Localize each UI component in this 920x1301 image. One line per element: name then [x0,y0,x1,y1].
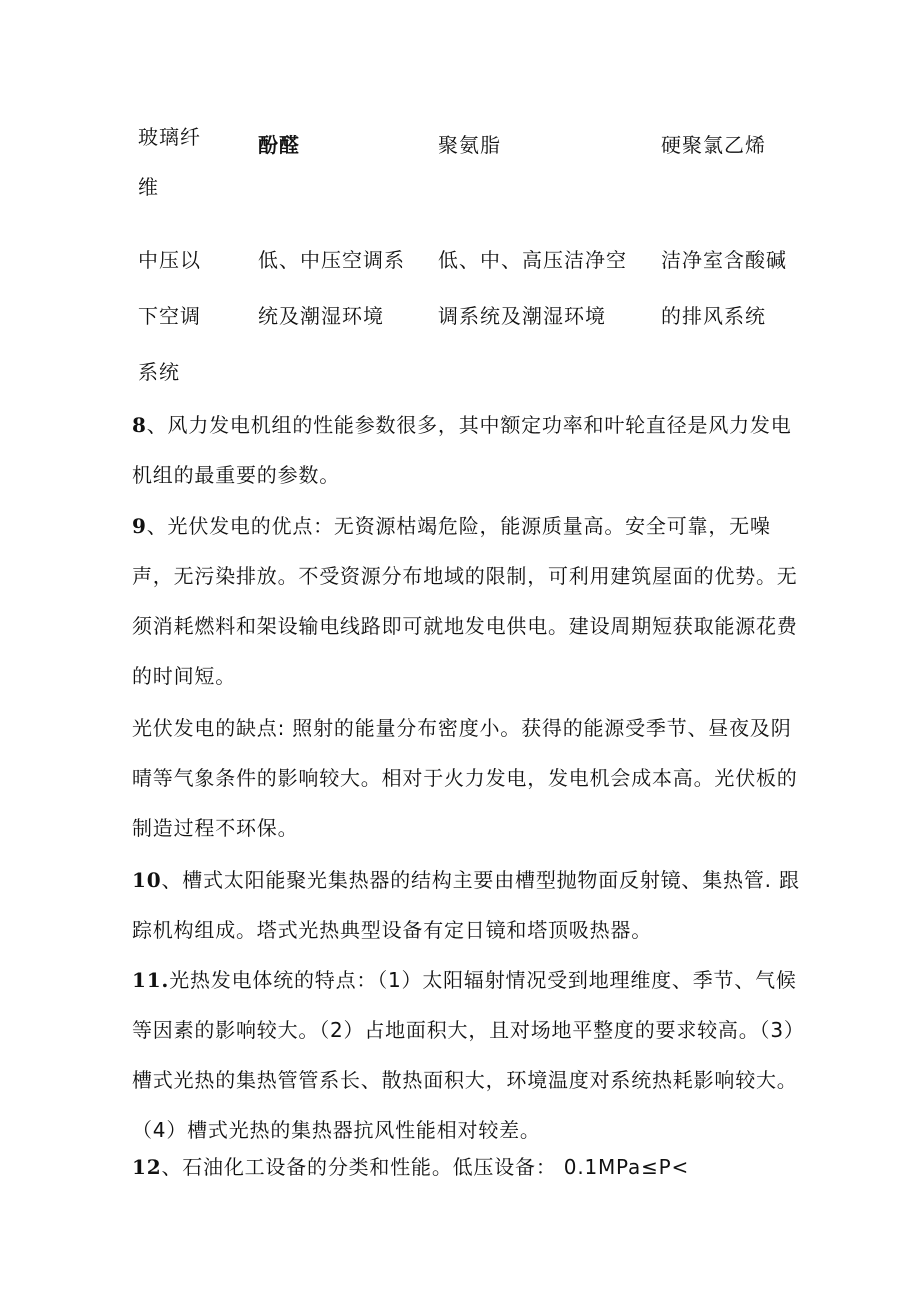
item-text: 光热发电体统的特点：（1）太阳辐射情况受到地理维度、季节、气候等因素的影响较大。（2）占地面积大，且对场地平整度的要求较高。（3）槽式光热的集热管管系长、散热面积大，环境温度对系统热耗影响较大。（4）槽式光热的集热器抗风性能相对较差。 [132,968,798,1142]
paragraph-item-8 [132,400,802,500]
table-row [138,228,818,398]
paragraph-item-11 [132,955,802,1155]
item-text: 、风力发电机组的性能参数很多，其中额定功率和叶轮直径是风力发电机组的最重要的参数。 [132,413,792,487]
item-text: 、石油化工设备的分类和性能。低压设备： 0.1MPa≤P< [161,1155,690,1179]
table-cell: 洁净室含酸碱的排风系统 [661,248,787,328]
paragraph-pv-disadvantages [132,703,802,853]
table-header-cell: 硬聚氯乙烯 [661,133,766,157]
paragraph-item-12 [132,1142,802,1192]
paragraph-item-10 [132,855,802,955]
table-header-cell: 聚氨脂 [438,133,501,157]
item-number: 11. [132,968,170,992]
table-header-row [138,118,818,228]
material-table [138,118,818,398]
item-text: 、槽式太阳能聚光集热器的结构主要由槽型抛物面反射镜、集热管. 跟踪机构组成。塔式光热典型设备有定日镜和塔顶吸热器。 [132,868,800,942]
item-number: 9 [132,514,147,538]
item-number: 8 [132,413,147,437]
paragraph-item-9 [132,501,802,701]
table-cell: 低、中压空调系统及潮湿环境 [258,248,405,328]
item-number: 10 [132,868,162,892]
table-cell: 中压以下空调系统 [138,248,201,384]
item-text: 、光伏发电的优点：无资源枯竭危险，能源质量高。安全可靠，无噪声，无污染排放。不受资源分布地域的限制，可利用建筑屋面的优势。无须消耗燃料和架设输电线路即可就地发电供电。建设周期短获取能源花费的时间短。 [132,514,798,688]
table-cell: 低、中、高压洁净空调系统及潮湿环境 [438,248,627,328]
item-number: 12 [132,1155,162,1179]
item-text: 光伏发电的缺点: 照射的能量分布密度小。获得的能源受季节、昼夜及阴晴等气象条件的影响较大。相对于火力发电，发电机会成本高。光伏板的制造过程不环保。 [132,716,798,840]
table-header-cell: 酚醛 [258,133,300,157]
table-header-cell: 玻璃纤维 [138,125,201,199]
